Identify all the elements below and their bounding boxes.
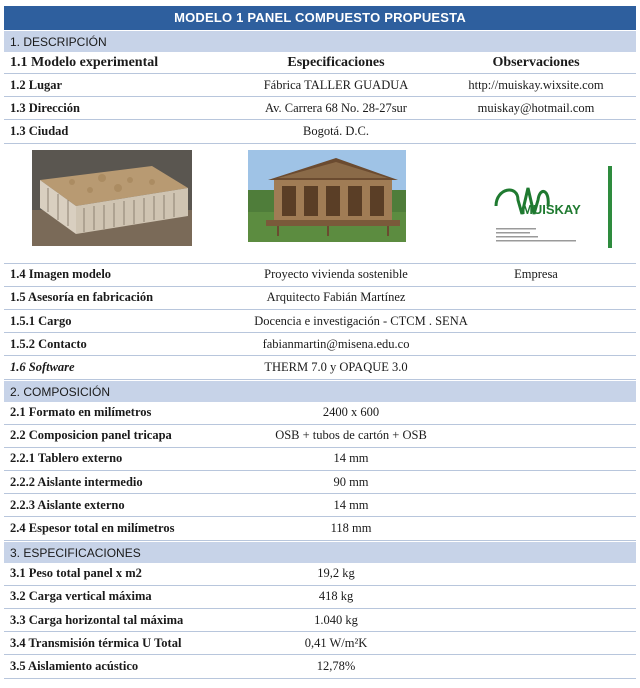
row-label: 1.5.2 Contacto — [10, 336, 87, 351]
table-row — [4, 97, 636, 120]
row-label: 1.5.1 Cargo — [10, 313, 72, 328]
row-label: 2.1 Formato en milímetros — [10, 405, 152, 420]
table-row — [4, 74, 636, 97]
row-label: 3.3 Carga horizontal tal máxima — [10, 612, 184, 627]
table-row — [4, 517, 636, 540]
logo-text: MUISKAY — [522, 201, 581, 217]
table-row — [4, 264, 636, 287]
row-label: 3.1 Peso total panel x m2 — [10, 566, 142, 581]
table-row — [4, 333, 636, 356]
section-header-especificaciones: 3. ESPECIFICACIONES — [4, 541, 636, 563]
table-row — [4, 120, 636, 143]
muiskay-logo — [488, 166, 614, 256]
row-label: 2.2.2 Aislante intermedio — [10, 474, 143, 489]
table-row — [4, 402, 636, 425]
table-row — [4, 586, 636, 609]
section-header-descripcion: 1. DESCRIPCIÓN — [4, 30, 636, 52]
row-label: 1.3 Dirección — [10, 100, 80, 115]
row-label: 2.2 Composicion panel tricapa — [10, 428, 172, 443]
row-note: Empresa — [514, 267, 558, 282]
row-label: 2.2.1 Tablero externo — [10, 451, 123, 466]
row-value: 1.040 kg — [314, 612, 358, 627]
email-link[interactable]: muiskay@hotmail.com — [477, 100, 595, 115]
row-value: 2400 x 600 — [322, 405, 380, 420]
spec-sheet — [4, 6, 636, 679]
row-value: OSB + tubos de cartón + OSB — [275, 428, 427, 443]
row-value: THERM 7.0 y OPAQUE 3.0 — [264, 359, 408, 374]
row-value: 14 mm — [333, 497, 369, 512]
table-row — [4, 425, 636, 448]
image-row — [4, 144, 636, 264]
row-label: 1.4 Imagen modelo — [10, 267, 112, 282]
row-label: 3.5 Aislamiento acústico — [10, 658, 139, 673]
row-value: 14 mm — [333, 451, 369, 466]
row-value: Bogotá. D.C. — [303, 123, 369, 138]
row-label: 1.5 Asesoría en fabricación — [10, 290, 154, 305]
row-value: 12,78% — [316, 658, 356, 673]
page-title: MODELO 1 PANEL COMPUESTO PROPUESTA — [4, 6, 636, 30]
table-row — [4, 310, 636, 333]
row-label: 1.6 Software — [10, 359, 75, 374]
table-row — [4, 609, 636, 632]
row-value: 90 mm — [333, 474, 369, 489]
table-row — [4, 563, 636, 586]
row-value: Docencia e investigación - CTCM . SENA — [254, 313, 468, 328]
table-row — [4, 471, 636, 494]
row-value: 0,41 W/m²K — [304, 635, 368, 650]
row-label: 2.2.3 Aislante externo — [10, 497, 125, 512]
row-label: 2.4 Espesor total en milímetros — [10, 521, 175, 536]
table-row — [4, 448, 636, 471]
row-value: Fábrica TALLER GUADUA — [263, 77, 409, 92]
row-value: 418 kg — [318, 589, 354, 604]
section-header-composicion: 2. COMPOSICIÓN — [4, 380, 636, 402]
row-value: 118 mm — [330, 521, 372, 536]
table-row — [4, 494, 636, 517]
panel-photo — [32, 150, 192, 246]
table-header-row — [4, 52, 636, 74]
row-value: Av. Carrera 68 No. 28-27sur — [265, 100, 407, 115]
row-value: Arquitecto Fabián Martínez — [266, 290, 406, 305]
house-photo — [248, 150, 406, 242]
table-row — [4, 632, 636, 655]
website-link[interactable]: http://muiskay.wixsite.com — [468, 77, 604, 92]
header-modelo: 1.1 Modelo experimental — [10, 54, 159, 70]
header-observaciones: Observaciones — [492, 54, 580, 70]
row-value: Proyecto vivienda sostenible — [264, 267, 408, 282]
row-label: 3.4 Transmisión térmica U Total — [10, 635, 182, 650]
row-value: 19,2 kg — [317, 566, 355, 581]
row-label: 3.2 Carga vertical máxima — [10, 589, 152, 604]
row-label: 1.3 Ciudad — [10, 123, 69, 138]
table-row — [4, 655, 636, 678]
row-label: 1.2 Lugar — [10, 77, 63, 92]
header-especificaciones: Especificaciones — [287, 54, 385, 70]
table-row — [4, 287, 636, 310]
contact-email[interactable]: fabianmartin@misena.edu.co — [262, 336, 410, 351]
table-row — [4, 356, 636, 379]
